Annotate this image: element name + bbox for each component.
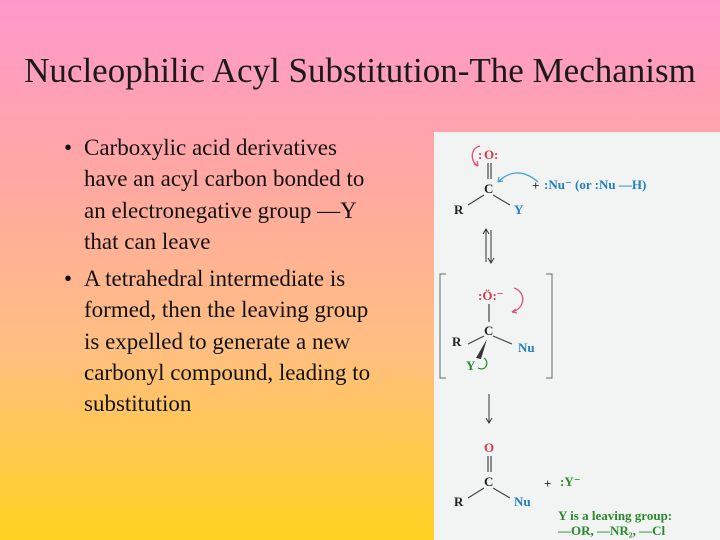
bullet-marker: • (64, 266, 73, 292)
atom-r: R (454, 202, 464, 217)
product (454, 440, 672, 538)
tetrahedral-intermediate (440, 274, 552, 378)
slide-title: Nucleophilic Acyl Substitution-The Mechanism (24, 51, 696, 90)
bracket-left (440, 274, 446, 378)
bond (493, 488, 510, 498)
atom-carbon: C (484, 474, 494, 489)
plus-sign: + (544, 476, 552, 491)
bond (493, 336, 512, 344)
equilibrium-arrows (483, 229, 494, 263)
bond (493, 195, 510, 205)
atom-nu: Nu (514, 494, 531, 509)
lone-pair: : (478, 147, 483, 162)
reactant-acyl (454, 146, 646, 217)
atom-carbon: C (484, 181, 494, 196)
bond (468, 336, 484, 344)
atom-r: R (452, 334, 462, 349)
atom-r: R (454, 494, 464, 509)
bullet-list (64, 132, 384, 426)
leaving-group-examples: —OR, —NR₂, —Cl (558, 523, 666, 538)
atom-oxygen: O (484, 440, 495, 455)
atom-oxygen-anion: :Ö:⁻ (478, 288, 504, 303)
atom-nu: Nu (518, 340, 535, 355)
nucleophile-label: :Nu⁻ (or :Nu —H) (544, 177, 647, 192)
wedge-bond (476, 339, 487, 359)
mechanism-svg (434, 132, 720, 540)
bond (468, 488, 484, 498)
atom-carbon: C (484, 323, 494, 338)
bullet-text: A tetrahedral intermediate is formed, then the leaving group is expelled to generate a new carbonyl compound, leading to substitution (84, 266, 371, 417)
bullet-item (64, 132, 384, 257)
bullet-marker: • (64, 135, 73, 160)
atom-y: Y (514, 202, 524, 217)
leaving-group-note: Y is a leaving group: (558, 508, 673, 523)
reaction-arrow (486, 394, 492, 423)
leaving-group: :Y⁻ (560, 474, 581, 489)
bracket-right (546, 274, 552, 378)
electron-arrow (512, 288, 523, 312)
atom-y: Y (466, 358, 476, 373)
mechanism-diagram (434, 132, 720, 540)
bullet-text: Carboxylic acid derivatives have an acyl carbon bonded to an electronegative group —Y that can leave (84, 135, 365, 254)
bullet-item (64, 263, 384, 419)
atom-oxygen: O (484, 147, 495, 162)
bond (468, 195, 484, 205)
lone-pair: : (494, 147, 499, 162)
plus-sign: + (532, 178, 540, 193)
electron-arrow (478, 358, 487, 369)
